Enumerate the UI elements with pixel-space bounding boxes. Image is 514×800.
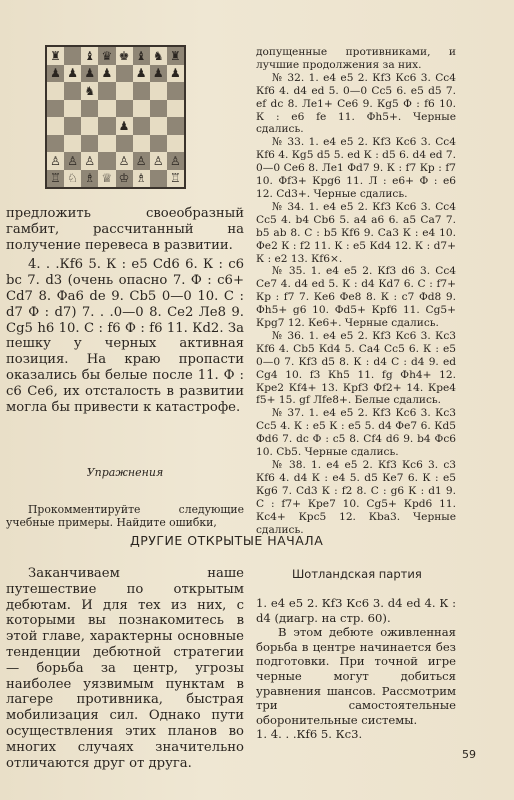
- board-square: ♝: [133, 47, 150, 65]
- board-square: [133, 135, 150, 153]
- game-35: № 35. 1. e4 e5 2. Кf3 d6 3. Cc4 Ce7 4. d4 ed 5. К : d4 Кd7 6. C : f7+ Кр : f7 7. Кe6 Фe8 8. К : c7 Фd8 9. Фh5+ g6 10. Фd5+ Кpf6 11. Cg5+ Кpg7 12. Кe6+. Черные сдались.: [256, 265, 456, 330]
- board-square: [98, 100, 115, 118]
- board-square: [150, 117, 167, 135]
- section-title: ДРУГИЕ ОТКРЫТЫЕ НАЧАЛА: [130, 533, 324, 548]
- game-32: № 32. 1. e4 e5 2. Кf3 Кc6 3. Cc4 Кf6 4. d4 ed 5. 0—0 Cc5 6. e5 d5 7. ef dc 8. Ле1+ Ce6 9. Кg5 Ф : f6 10. К : e6 fe 11. Фh5+. Черные сдались.: [256, 71, 456, 136]
- games-intro: допущенные противниками, и лучшие продолжения за них.: [256, 46, 456, 71]
- board-square: [81, 100, 98, 118]
- paragraph-intro-openings: Заканчиваем наше путешествие по открытым дебютам. И для тех из них, с которыми вы познакомитесь в этой главе, характерны основные тенденции дебютной стратегии — борьба за центр, угрозы наиболее уязвимым пунктам в лагере противника, быстрая мобилизация сил. Однако пути осуществления этих планов во многих случаях значительно отличаются друг от друга.: [6, 566, 244, 771]
- game-34: № 34. 1. e4 e5 2. Кf3 Кc6 3. Cc4 Cc5 4. b4 Cb6 5. a4 a6 6. a5 Ca7 7. b5 ab 8. C : b5 Кf6 9. Ca3 К : e4 10. Фe2 К : f2 11. К : e5 Кd4 12. К : d7+ К : e2 13. Кf6×.: [256, 200, 456, 265]
- board-square: ♟: [81, 65, 98, 83]
- board-square: [133, 82, 150, 100]
- game-36: № 36. 1. e4 e5 2. Кf3 Кc6 3. Кc3 Кf6 4. Cb5 Кd4 5. Ca4 Cc5 6. К : e5 0—0 7. Кf3 d5 8. К : d4 C : d4 9. ed Cg4 10. f3 Кh5 11. fg Фh4+ 12. Крe2 Кf4+ 13. Крf3 Фf2+ 14. Крe4 f5+ 15. gf Лfe8+. Белые сдались.: [256, 329, 456, 407]
- scotch-moves: 1. e4 e5 2. Кf3 Кc6 3. d4 ed 4. К : d4 (диагр. на стр. 60).: [256, 596, 456, 625]
- board-square: [150, 170, 167, 188]
- paragraph-gambit: предложить своеобразный гамбит, рассчитанный на получение перевеса в развитии.: [6, 206, 244, 253]
- board-square: ♝: [81, 47, 98, 65]
- board-square: [150, 135, 167, 153]
- scotch-system-1: 1. 4. . .Кf6 5. Кc3.: [256, 727, 363, 742]
- board-square: ♛: [98, 47, 115, 65]
- game-33: № 33. 1. e4 e5 2. Кf3 Кc6 3. Cc4 Кf6 4. Кg5 d5 5. ed К : d5 6. d4 ed 7. 0—0 Ce6 8. Ле1 Фd7 9. К : f7 Кр : f7 10. Фf3+ Крg6 11. Л : e6+ Ф : e6 12. Cd3+. Черные сдались.: [256, 136, 456, 200]
- board-square: ♚: [116, 47, 133, 65]
- paragraph-analysis: 4. . .Кf6 5. К : e5 Cd6 6. К : c6 bc 7. d3 (очень опасно 7. Ф : c6+ Cd7 8. Фа6 de 9. Cb5 0—0 10. С : d7 Ф : d7) 7. . .0—0 8. Се2 Ле8 9. Cg5 h6 10. C : f6 Ф : f6 11. Кd2. За пешку у черных активная позиция. На краю пропасти оказались бы белые после 11. Ф : c6 Ce6, их отсталость в развитии могла бы привести к катастрофе.: [6, 257, 244, 415]
- board-square: ♜: [47, 47, 64, 65]
- board-square: [81, 117, 98, 135]
- board-square: [167, 82, 184, 100]
- board-square: [64, 135, 81, 153]
- board-square: [47, 82, 64, 100]
- board-square: ♞: [150, 47, 167, 65]
- board-square: ♙: [133, 152, 150, 170]
- board-square: ♕: [98, 170, 115, 188]
- board-square: [133, 100, 150, 118]
- board-square: [167, 117, 184, 135]
- exercises-text: Прокомментируйте следующие учебные примеры. Найдите ошибки,: [6, 502, 244, 530]
- board-square: [98, 117, 115, 135]
- board-square: ♙: [150, 152, 167, 170]
- board-square: ♟: [64, 65, 81, 83]
- board-square: [47, 117, 64, 135]
- left-column-bottom: [6, 566, 244, 771]
- left-column-top: [6, 206, 244, 415]
- board-square: ♔: [116, 170, 133, 188]
- exercises-title: Упражнения: [86, 466, 164, 479]
- board-square: [64, 100, 81, 118]
- game-37: № 37. 1. e4 e5 2. Кf3 Кc6 3. Кc3 Cc5 4. К : e5 К : e5 5. d4 Фe7 6. Кd5 Фd6 7. dc Ф : c5 8. Cf4 d6 9. b4 Фc6 10. Cb5. Черные сдались.: [256, 407, 456, 459]
- right-column-scotch: [256, 596, 456, 742]
- board-square: ♙: [47, 152, 64, 170]
- board-square: [116, 100, 133, 118]
- board-square: ♟: [98, 65, 115, 83]
- board-square: ♗: [81, 170, 98, 188]
- board-square: [64, 117, 81, 135]
- board-square: ♙: [64, 152, 81, 170]
- board-square: [167, 100, 184, 118]
- board-square: [81, 135, 98, 153]
- board-square: ♖: [47, 170, 64, 188]
- scotch-description: В этом дебюте оживленная борьба в центре начинается без подготовки. При точной игре черные могут добиться уравнения шансов. Рассмотрим три самостоятельные оборонительные системы.: [256, 625, 456, 727]
- board-square: [133, 117, 150, 135]
- board-square: ♟: [150, 65, 167, 83]
- board-square: [64, 47, 81, 65]
- board-square: ♟: [47, 65, 64, 83]
- exercises-block: [6, 465, 244, 530]
- board-square: ♞: [81, 82, 98, 100]
- board-square: [150, 82, 167, 100]
- board-square: ♙: [167, 152, 184, 170]
- board-square: ♟: [167, 65, 184, 83]
- board-square: [167, 135, 184, 153]
- board-square: ♖: [167, 170, 184, 188]
- board-square: [98, 135, 115, 153]
- game-38: № 38. 1. e4 e5 2. Кf3 Кc6 3. c3 Кf6 4. d4 К : e4 5. d5 Кe7 6. К : e5 Кg6 7. Cd3 К : f2 8. C : g6 К : d1 9. C : f7+ Крe7 10. Cg5+ Крd6 11. Кc4+ Крc5 12. Кbа3. Черные сдались.: [256, 459, 456, 536]
- board-square: ♜: [167, 47, 184, 65]
- board-square: [64, 82, 81, 100]
- board-square: ♘: [64, 170, 81, 188]
- board-square: [150, 100, 167, 118]
- board-square: [98, 152, 115, 170]
- board-square: ♟: [116, 117, 133, 135]
- board-square: ♗: [133, 170, 150, 188]
- page-number: 59: [462, 748, 476, 761]
- board-square: ♙: [81, 152, 98, 170]
- opening-title: Шотландская партия: [292, 567, 422, 581]
- board-square: [98, 82, 115, 100]
- chess-diagram: [45, 45, 186, 189]
- board-square: [116, 65, 133, 83]
- board-square: ♙: [116, 152, 133, 170]
- board-square: ♟: [133, 65, 150, 83]
- board-square: [47, 100, 64, 118]
- right-column-games: [256, 46, 456, 536]
- board-square: [116, 82, 133, 100]
- board-square: [116, 135, 133, 153]
- board-square: [47, 135, 64, 153]
